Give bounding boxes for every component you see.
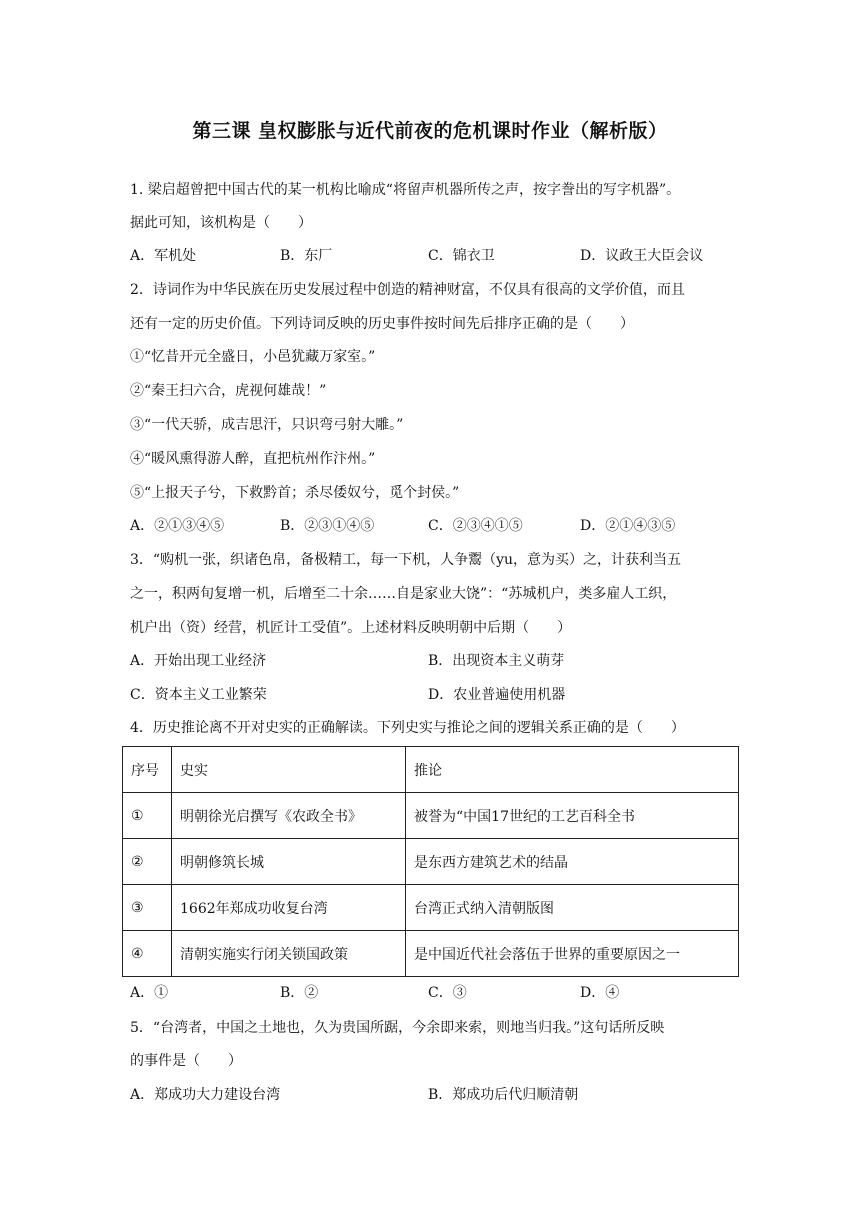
- q4-options: [130, 983, 740, 1003]
- q2-option-d: D．②①④③⑤: [580, 518, 676, 534]
- table-header-cell: 史实: [172, 747, 406, 793]
- table-header-row: [123, 747, 739, 793]
- q3-option-a: A．开始出现工业经济: [130, 653, 267, 669]
- table-cell: 1662年郑成功收复台湾: [172, 885, 406, 931]
- q3-option-d: D．农业普遍使用机器: [428, 687, 566, 703]
- table-cell: 台湾正式纳入清朝版图: [406, 885, 739, 931]
- q4-option-a: A．①: [130, 985, 169, 1001]
- table-row: [123, 885, 739, 931]
- history-table: [122, 746, 739, 977]
- table-header-cell: 序号: [123, 747, 172, 793]
- q4-option-b: B．②: [280, 985, 319, 1001]
- q3-options-row-2: [130, 685, 740, 705]
- q2-poem-5: ⑤“上报天子兮，下救黔首；杀尽倭奴兮，觅个封侯。”: [130, 485, 460, 501]
- q4-line-1: 4．历史推论离不开对史实的正确解读。下列史实与推论之间的逻辑关系正确的是（ ）: [130, 720, 685, 736]
- q2-options: [130, 516, 740, 536]
- table-row: [123, 931, 739, 977]
- q1-option-c: C．锦衣卫: [428, 248, 495, 264]
- q1-options: [130, 246, 740, 266]
- table-cell: ④: [123, 931, 172, 977]
- table-cell: ①: [123, 793, 172, 839]
- q3-line-2: 之一，积两旬复增一机，后增至二十余……自是家业大饶”：“苏城机户，类多雇人工织，: [130, 586, 677, 602]
- q2-option-b: B．②③①④⑤: [280, 518, 375, 534]
- q5-option-a: A．郑成功大力建设台湾: [130, 1087, 281, 1103]
- table-header-cell: 推论: [406, 747, 739, 793]
- q2-option-c: C．②③④①⑤: [428, 518, 523, 534]
- page-title: 第三课 皇权膨胀与近代前夜的危机课时作业（解析版）: [192, 120, 668, 142]
- q2-option-a: A．②①③④⑤: [130, 518, 225, 534]
- q3-line-1: 3．“购机一张，织诸色帛，备极精工，每一下机，人争鬻（yu，意为买）之，计获利当五: [130, 552, 681, 568]
- q2-poem-1: ①“忆昔开元全盛日，小邑犹藏万家室。”: [130, 349, 376, 365]
- q4-option-d: D．④: [580, 985, 620, 1001]
- q5-line-1: 5．“台湾者，中国之土地也，久为贵国所踞，今余即来索，则地当归我。”这句话所反映: [130, 1020, 665, 1036]
- q2-line-1: 2．诗词作为中华民族在历史发展过程中创造的精神财富，不仅具有很高的文学价值，而且: [130, 282, 685, 298]
- q1-option-d: D．议政王大臣会议: [580, 248, 704, 264]
- table-cell: 是东西方建筑艺术的结晶: [406, 839, 739, 885]
- table-cell: 清朝实施实行闭关锁国政策: [172, 931, 406, 977]
- q3-option-c: C．资本主义工业繁荣: [130, 687, 267, 703]
- q4-option-c: C．③: [428, 985, 467, 1001]
- q5-options: [130, 1085, 740, 1105]
- q2-poem-2: ②“秦王扫六合，虎视何雄哉！”: [130, 383, 327, 399]
- table-cell: 明朝修筑长城: [172, 839, 406, 885]
- q3-line-3: 机户出（资）经营，机匠计工受值”。上述材料反映明朝中后期（ ）: [130, 620, 572, 636]
- q1-line-1: 1. 梁启超曾把中国古代的某一机构比喻成“将留声机器所传之声，按字誊出的写字机器”。: [130, 182, 681, 198]
- q2-poem-3: ③“一代天骄，成吉思汗，只识弯弓射大雕。”: [130, 417, 404, 433]
- q2-poem-4: ④“暖风熏得游人醉，直把杭州作汴州。”: [130, 451, 376, 467]
- q3-options-row-1: [130, 651, 740, 671]
- q3-option-b: B．出现资本主义萌芽: [428, 653, 565, 669]
- table-cell: ②: [123, 839, 172, 885]
- q5-option-b: B．郑成功后代归顺清朝: [428, 1087, 579, 1103]
- table-cell: 明朝徐光启撰写《农政全书》: [172, 793, 406, 839]
- table-row: [123, 793, 739, 839]
- q5-line-2: 的事件是（ ）: [130, 1053, 242, 1069]
- table-cell: 是中国近代社会落伍于世界的重要原因之一: [406, 931, 739, 977]
- q1-option-b: B．东厂: [280, 248, 333, 264]
- table-cell: 被誉为“中国17世纪的工艺百科全书: [406, 793, 739, 839]
- table-row: [123, 839, 739, 885]
- q1-line-2: 据此可知，该机构是（ ）: [130, 215, 312, 231]
- q2-line-2: 还有一定的历史价值。下列诗词反映的历史事件按时间先后排序正确的是（ ）: [130, 316, 634, 332]
- q1-option-a: A．军机处: [130, 248, 197, 264]
- table-cell: ③: [123, 885, 172, 931]
